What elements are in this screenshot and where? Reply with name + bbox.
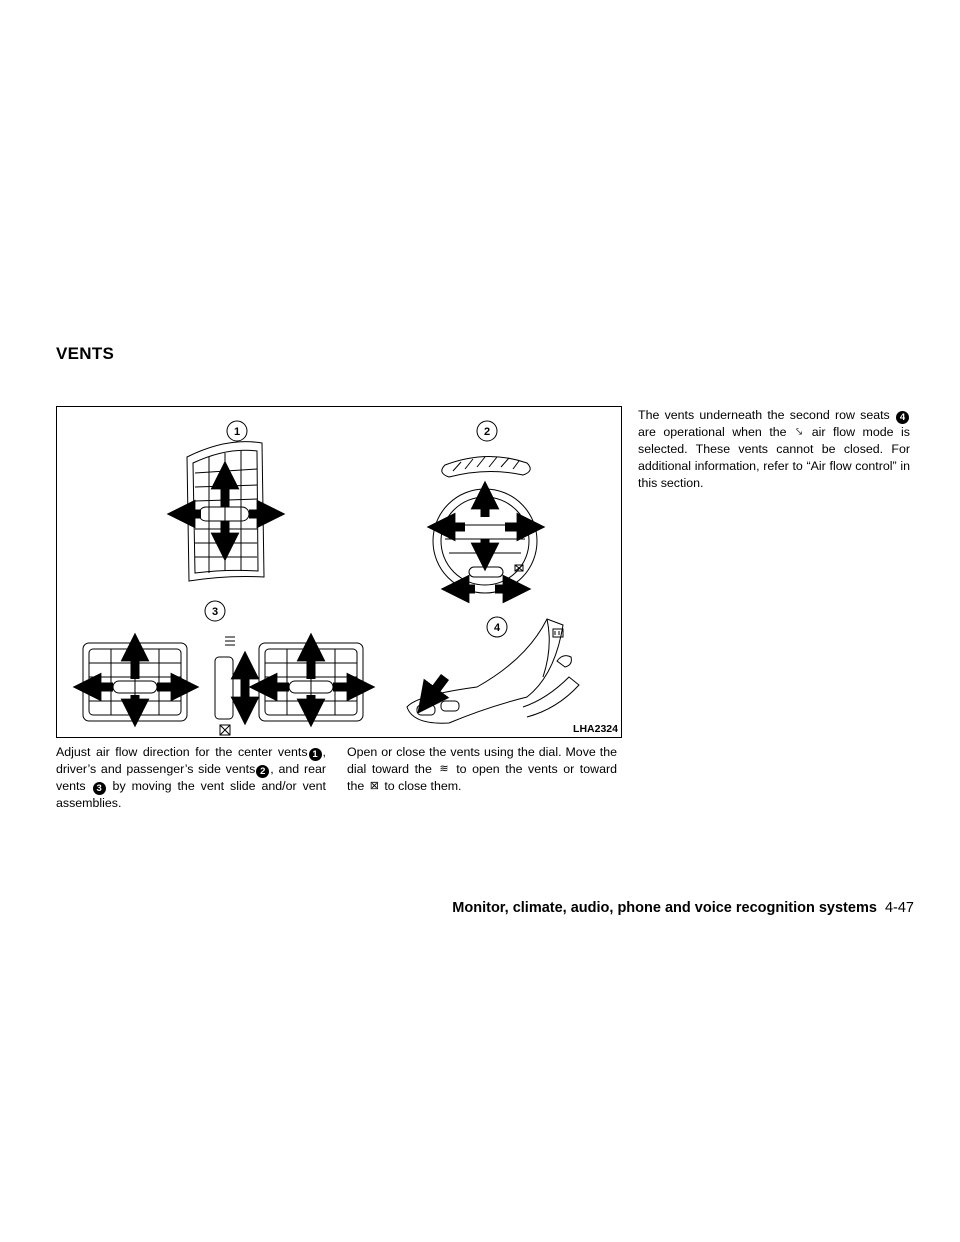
rear-vents xyxy=(83,637,363,735)
callout-1-label: 1 xyxy=(233,426,241,438)
text: Open or close the vents using the dial. Move the dial toward the xyxy=(347,745,617,776)
callout-marker-2: 2 xyxy=(256,765,269,778)
under-seat-vent-arrow xyxy=(427,677,445,701)
section-heading: VENTS xyxy=(56,344,115,363)
text: , driver’s and passenger’s side vents xyxy=(56,745,326,776)
text: to open the vents or toward the xyxy=(347,762,617,793)
callout-2 xyxy=(477,421,497,441)
text: air flow mode is selected. These vents cannot be closed. For additional information, refer to “Air flow control” in this section. xyxy=(638,425,910,490)
page-footer xyxy=(452,900,914,916)
callout-3 xyxy=(205,601,225,621)
figure-id: LHA2324 xyxy=(573,723,618,735)
callout-marker-4: 4 xyxy=(896,411,909,424)
floor-airflow-icon: ⤥ xyxy=(796,426,803,438)
callout-marker-3: 3 xyxy=(93,782,106,795)
vents-diagram xyxy=(57,407,621,737)
paragraph-open-close xyxy=(347,744,617,795)
callout-1 xyxy=(227,421,247,441)
callout-3-label: 3 xyxy=(211,606,219,618)
paragraph-under-seat-vents xyxy=(638,407,910,492)
text: by moving the vent slide and/or vent assemblies. xyxy=(56,779,326,810)
page-number: 4-47 xyxy=(884,900,914,916)
footer-section-title: Monitor, climate, audio, phone and voice recognition systems xyxy=(452,900,877,916)
callout-4-label: 4 xyxy=(493,622,501,634)
paragraph-adjust-airflow xyxy=(56,744,326,812)
text: to close them. xyxy=(384,779,462,793)
vent-open-icon: ≋ xyxy=(439,763,449,775)
vent-close-icon: ⊠ xyxy=(369,780,379,792)
callout-2-label: 2 xyxy=(483,426,491,438)
text: Adjust air flow direction for the center vents xyxy=(56,745,308,759)
callout-marker-1: 1 xyxy=(309,748,322,761)
vents-illustration xyxy=(56,406,622,738)
text: The vents underneath the second row seats xyxy=(638,408,890,422)
text: , and rear vents xyxy=(56,762,326,793)
text: are operational when the xyxy=(638,425,787,439)
callout-4 xyxy=(487,617,507,637)
